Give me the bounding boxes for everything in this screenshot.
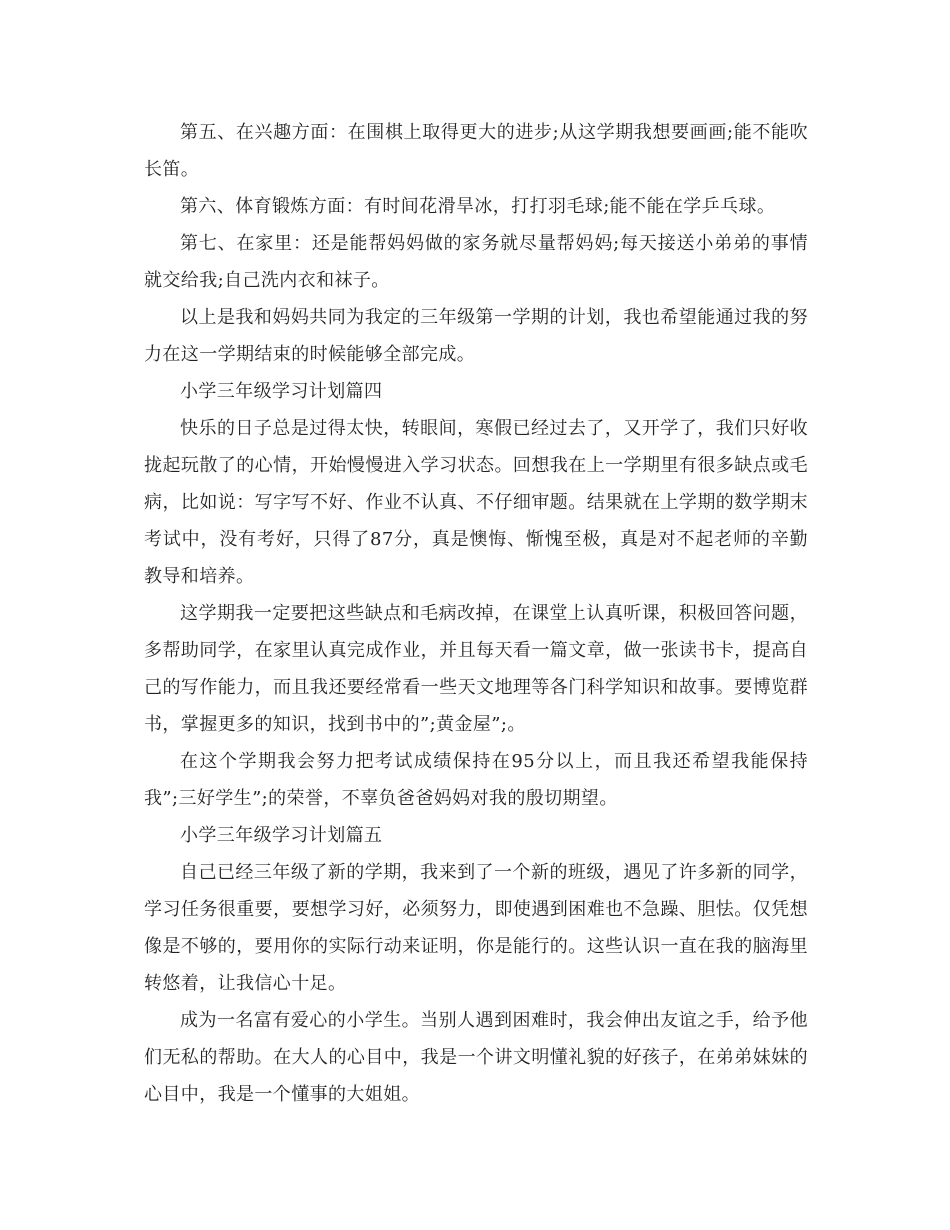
paragraph-summary: 以上是我和妈妈共同为我定的三年级第一学期的计划，我也希望能通过我的努力在这一学期结束的时候能够全部完成。 xyxy=(144,307,808,365)
section-heading-4: 小学三年级学习计划篇四 xyxy=(180,381,383,402)
paragraph-sports: 第六、体育锻炼方面：有时间花滑旱冰，打打羽毛球;能不能在学乒乓球。 xyxy=(180,196,776,217)
paragraph-goals: 这学期我一定要把这些缺点和毛病改掉，在课堂上认真听课，积极回答问题，多帮助同学，在家里认真完成作业，并且每天看一篇文章，做一张读书卡，提高自己的写作能力，而且我还要经常看一些天文地理等各门科学知识和故事。要博览群书，掌握更多的知识，找到书中的”;黄金屋”;。 xyxy=(144,603,808,735)
paragraph-new-semester: 自己已经三年级了新的学期，我来到了一个新的班级，遇见了许多新的同学，学习任务很重要，要想学习好，必须努力，即使遇到困难也不急躁、胆怯。仅凭想像是不够的，要用你的实际行动来证明，你是能行的。这些认识一直在我的脑海里转悠着，让我信心十足。 xyxy=(144,862,808,994)
paragraph-exam-target: 在这个学期我会努力把考试成绩保持在95分以上，而且我还希望我能保持我”;三好学生”;的荣誉，不辜负爸爸妈妈对我的殷切期望。 xyxy=(144,751,808,809)
section-heading-5: 小学三年级学习计划篇五 xyxy=(180,825,383,846)
paragraph-home: 第七、在家里：还是能帮妈妈做的家务就尽量帮妈妈;每天接送小弟弟的事情就交给我;自己洗内衣和袜子。 xyxy=(144,233,808,291)
document-body xyxy=(144,114,808,1113)
paragraph-reflection: 快乐的日子总是过得太快，转眼间，寒假已经过去了，又开学了，我们只好收拢起玩散了的心情，开始慢慢进入学习状态。回想我在上一学期里有很多缺点或毛病，比如说：写字写不好、作业不认真、不仔细审题。结果就在上学期的数学期末考试中，没有考好，只得了87分，真是懊悔、惭愧至极，真是对不起老师的辛勤教导和培养。 xyxy=(144,418,808,587)
paragraph-caring-student: 成为一名富有爱心的小学生。当别人遇到困难时，我会伸出友谊之手，给予他们无私的帮助。在大人的心目中，我是一个讲文明懂礼貌的好孩子，在弟弟妹妹的心目中，我是一个懂事的大姐姐。 xyxy=(144,1010,808,1105)
paragraph-interest: 第五、在兴趣方面：在围棋上取得更大的进步;从这学期我想要画画;能不能吹长笛。 xyxy=(144,122,808,180)
